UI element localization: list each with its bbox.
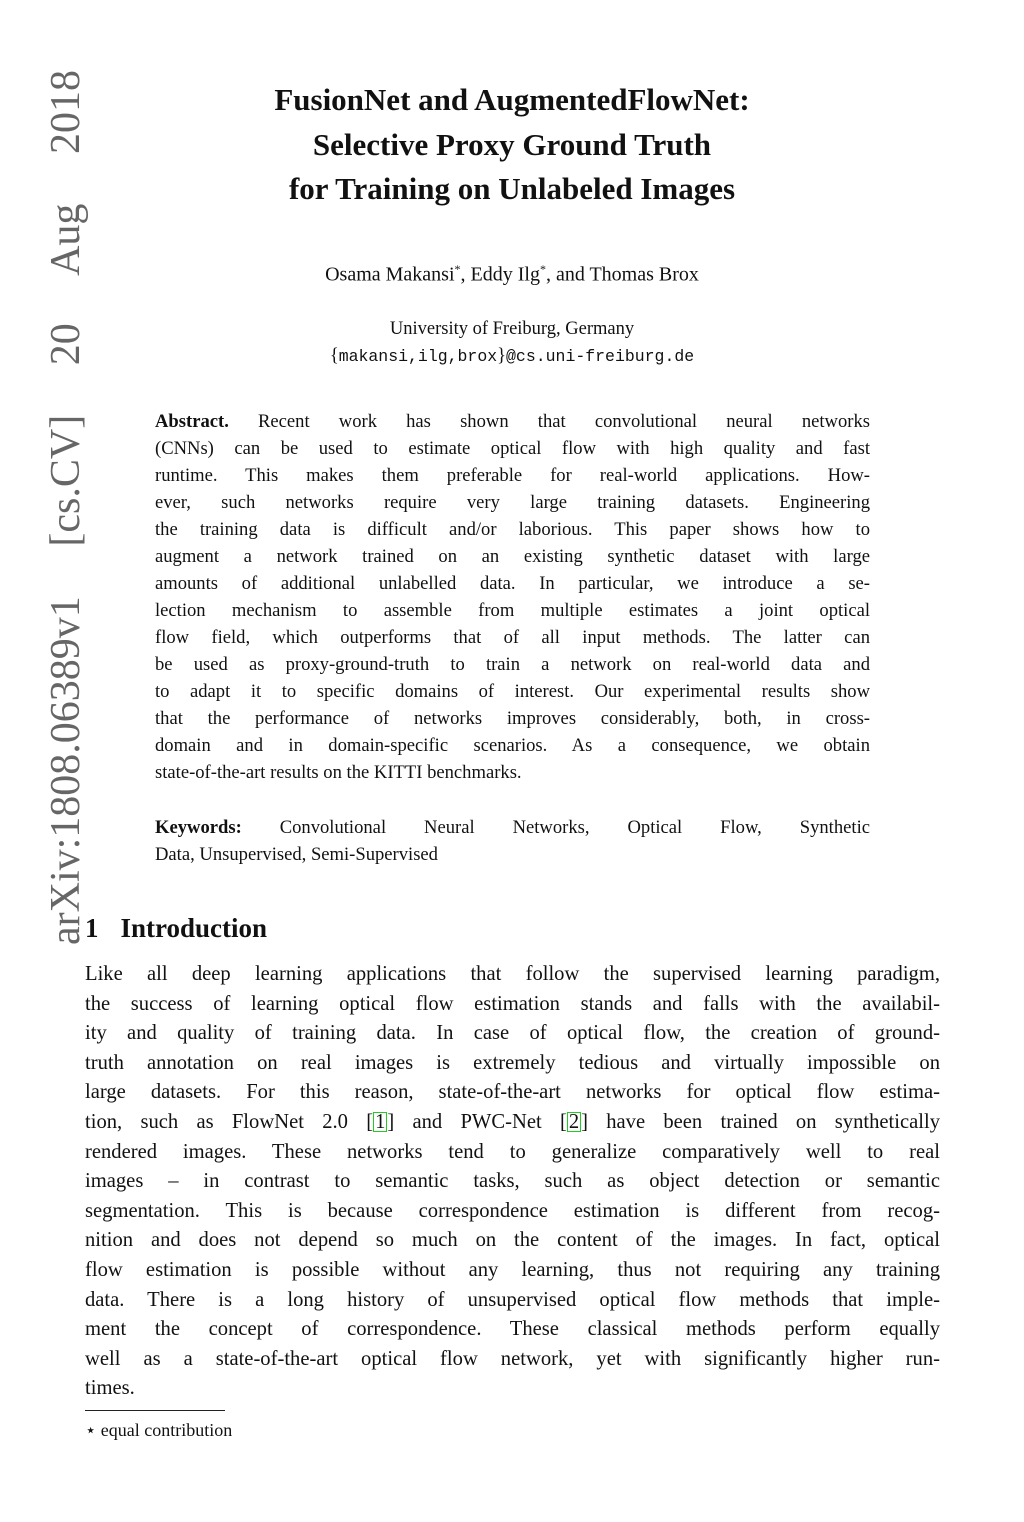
line-text: images – in contrast to semantic tasks, such as object detection or semantic	[85, 1170, 940, 1193]
text-line	[85, 1078, 940, 1108]
line-text: runtime. This makes them preferable for real-world applications. How-	[155, 465, 870, 486]
text-line	[85, 1256, 940, 1286]
text-line	[85, 1226, 940, 1256]
line-text: segmentation. This is because correspondence estimation is different from recog-	[85, 1199, 940, 1222]
footnote-text: equal contribution	[96, 1420, 233, 1440]
text-line	[155, 408, 870, 435]
text-line	[155, 597, 870, 624]
text-line	[85, 1345, 940, 1375]
line-text: Data, Unsupervised, Semi-Supervised	[155, 844, 438, 865]
citation-link[interactable]: 1	[375, 1110, 386, 1133]
arxiv-identifier: arXiv:1808.06389v1 [cs.CV] 20 Aug 2018	[43, 70, 89, 945]
line-text: the training data is difficult and/or laborious. This paper shows how to	[155, 519, 870, 540]
line-text: rendered images. These networks tend to generalize comparatively well to real	[85, 1140, 940, 1163]
line-text: Like all deep learning applications that follow the supervised learning paradigm,	[85, 963, 940, 985]
affiliation: University of Freiburg, Germany	[389, 319, 635, 339]
line-text: state-of-the-art results on the KITTI benchmarks.	[155, 762, 522, 783]
text-line	[85, 960, 940, 990]
line-text: Recent work has shown that convolutional neural networks	[228, 411, 870, 432]
label: Abstract.	[155, 411, 229, 432]
email-domain: @cs.uni-freiburg.de	[506, 347, 695, 366]
line-text: ment the concept of correspondence. These classical methods perform equally	[85, 1318, 940, 1341]
text-line	[85, 1286, 940, 1316]
text-line	[155, 841, 870, 868]
title-line: for Training on Unlabeled Images	[288, 171, 736, 206]
text-line	[155, 814, 870, 841]
text-line	[155, 759, 870, 786]
line-text: times.	[85, 1377, 135, 1400]
text-line	[155, 624, 870, 651]
text-line	[155, 678, 870, 705]
line-text: truth annotation on real images is extremely tedious and virtually impossible on	[85, 1051, 940, 1074]
text-line	[155, 516, 870, 543]
line-text: the success of learning optical flow estimation stands and falls with the availabil-	[85, 992, 940, 1015]
text-line	[155, 651, 870, 678]
line-text: data. There is a long history of unsupervised optical flow methods that imple-	[85, 1288, 940, 1311]
email-users: makansi,ilg,brox	[338, 347, 498, 366]
abstract	[155, 408, 870, 786]
line-text: flow field, which outperforms that of all input methods. The latter can	[155, 627, 870, 648]
text-line	[85, 1315, 940, 1345]
author: Eddy Ilg	[470, 263, 540, 286]
line-text: large datasets. For this reason, state-of-the-art networks for optical flow estima-	[85, 1081, 940, 1104]
text-line	[85, 1167, 940, 1197]
line-text: flow estimation is possible without any learning, thus not requiring any training	[85, 1258, 940, 1281]
author: Osama Makansi	[325, 263, 455, 286]
section-heading	[85, 913, 267, 944]
text-line	[155, 462, 870, 489]
brace: }	[497, 346, 507, 366]
intro-paragraph	[85, 960, 940, 1404]
line-text: be used as proxy-ground-truth to train a network on real-world data and	[155, 654, 870, 675]
author-mark: *	[454, 262, 461, 276]
line-text: to adapt it to specific domains of interest. Our experimental results show	[155, 681, 870, 702]
footnote	[85, 1420, 232, 1441]
title-line: Selective Proxy Ground Truth	[312, 126, 712, 162]
text-line	[85, 1049, 940, 1079]
line-text: tion, such as FlowNet 2.0	[85, 1110, 367, 1133]
line-text: have been trained on synthetically	[587, 1110, 941, 1133]
section-title: Introduction	[120, 913, 268, 943]
text-line	[155, 435, 870, 462]
line-text: (CNNs) can be used to estimate optical flow with high quality and fast	[155, 438, 870, 459]
line-text: that the performance of networks improves considerably, both, in cross-	[155, 708, 870, 729]
line-text: lection mechanism to assemble from multiple estimates a joint optical	[155, 600, 870, 621]
paper-title	[0, 78, 1024, 212]
line-text: amounts of additional unlabelled data. In particular, we introduce a se-	[155, 573, 870, 594]
text-line	[155, 543, 870, 570]
text-line	[155, 705, 870, 732]
text-line	[155, 489, 870, 516]
text-line	[155, 732, 870, 759]
line-text: augment a network trained on an existing synthetic dataset with large	[155, 546, 870, 567]
line-text: ity and quality of training data. In case of optical flow, the creation of ground-	[85, 1022, 940, 1045]
footnote-mark: ⋆	[85, 1420, 97, 1440]
section-number: 1	[85, 913, 99, 943]
text-line	[85, 1019, 940, 1049]
text-line	[85, 1138, 940, 1168]
label: Keywords:	[155, 817, 242, 838]
line-text: nition and does not depend so much on the content of the images. In fact, optical	[85, 1229, 940, 1252]
line-text: domain and in domain-specific scenarios. As a consequence, we obtain	[155, 735, 870, 756]
brace: {	[329, 346, 339, 366]
line-text: and PWC-Net	[394, 1110, 560, 1133]
text-line	[155, 570, 870, 597]
email	[0, 343, 1024, 370]
text-line: tion, such as FlowNet 2.0 [1] and PWC-Net [2] have been trained on synthetically	[85, 1110, 941, 1133]
citation-link[interactable]: 2	[568, 1110, 580, 1133]
author-mark: *	[539, 262, 546, 276]
text-line	[85, 990, 940, 1020]
keywords	[155, 814, 870, 868]
line-text: well as a state-of-the-art optical flow network, yet with significantly higher run-	[85, 1347, 940, 1370]
text-line	[85, 1197, 940, 1227]
authors: Osama Makansi*, Eddy Ilg*, and Thomas Brox	[325, 262, 699, 286]
text-line	[85, 1374, 940, 1404]
title-line: FusionNet and AugmentedFlowNet:	[274, 82, 750, 117]
line-text: Convolutional Neural Networks, Optical Flow, Synthetic	[241, 817, 870, 838]
line-text: ever, such networks require very large training datasets. Engineering	[155, 492, 870, 513]
footnote-rule	[85, 1410, 225, 1411]
author: and Thomas Brox	[555, 263, 699, 286]
affiliation-block	[0, 316, 1024, 370]
